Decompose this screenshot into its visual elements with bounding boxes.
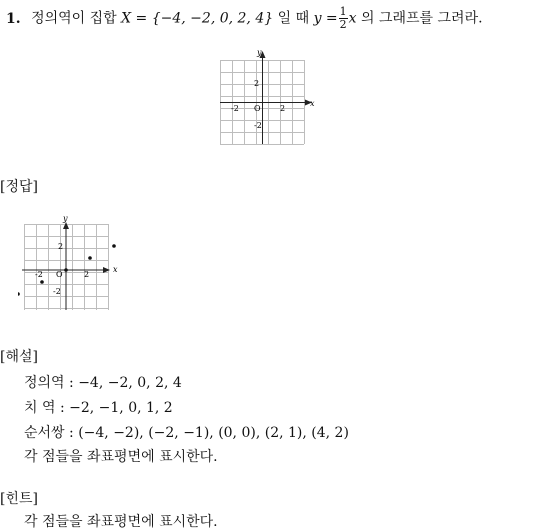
y-tick-label: -2	[254, 121, 262, 130]
answer-point	[112, 244, 116, 248]
answer-header: [정답]	[0, 179, 38, 195]
y-axis-label: y	[257, 48, 262, 57]
explanation-range-line: 치 역 : −2, −1, 0, 1, 2	[24, 400, 173, 416]
x-axis-label: x	[113, 265, 118, 274]
x-tick-label: 2	[84, 270, 90, 279]
hint-header: [힌트]	[0, 491, 38, 507]
explanation-header: [해설]	[0, 349, 38, 365]
explanation-domain-line: 정의역 : −4, −2, 0, 2, 4	[24, 375, 182, 391]
fraction-numerator: 1	[339, 5, 347, 18]
x-tick-label: -2	[231, 104, 239, 113]
answer-point	[64, 268, 68, 272]
problem-text-mid: 일 때	[277, 10, 310, 27]
answer-point	[18, 292, 20, 296]
explanation-plot-line: 각 점들을 좌표평면에 표시한다.	[24, 449, 218, 465]
origin-label: O	[56, 270, 63, 279]
function-fraction	[339, 6, 348, 31]
function-lhs: y =	[313, 10, 338, 27]
x-tick-label: 2	[280, 104, 286, 113]
explanation-pairs-line: 순서쌍 : (−4, −2), (−2, −1), (0, 0), (2, 1), (4, 2)	[24, 425, 349, 441]
answer-coordinate-graph	[18, 214, 122, 314]
answer-point	[88, 256, 92, 260]
fraction-denominator: 2	[339, 18, 347, 31]
problem-statement	[6, 6, 483, 31]
problem-text-after: 의 그래프를 그려라.	[361, 10, 483, 27]
x-axis-label: x	[310, 99, 315, 108]
answer-point	[40, 280, 44, 284]
hint-text: 각 점들을 좌표평면에 표시한다.	[24, 514, 218, 530]
function-variable: x	[348, 10, 357, 27]
y-tick-label: 2	[58, 242, 64, 251]
y-axis-arrow-icon	[63, 222, 69, 229]
problem-set-expression: X = {−4, −2, 0, 2, 4}	[121, 10, 274, 27]
origin-label: O	[254, 104, 261, 113]
y-axis-label: y	[63, 214, 68, 223]
y-tick-label: -2	[53, 287, 61, 296]
problem-text-before: 정의역이 집합	[31, 10, 117, 27]
x-tick-label: -2	[35, 270, 43, 279]
problem-number: 1.	[6, 10, 21, 27]
y-tick-label: 2	[254, 79, 260, 88]
blank-coordinate-grid	[214, 48, 318, 148]
